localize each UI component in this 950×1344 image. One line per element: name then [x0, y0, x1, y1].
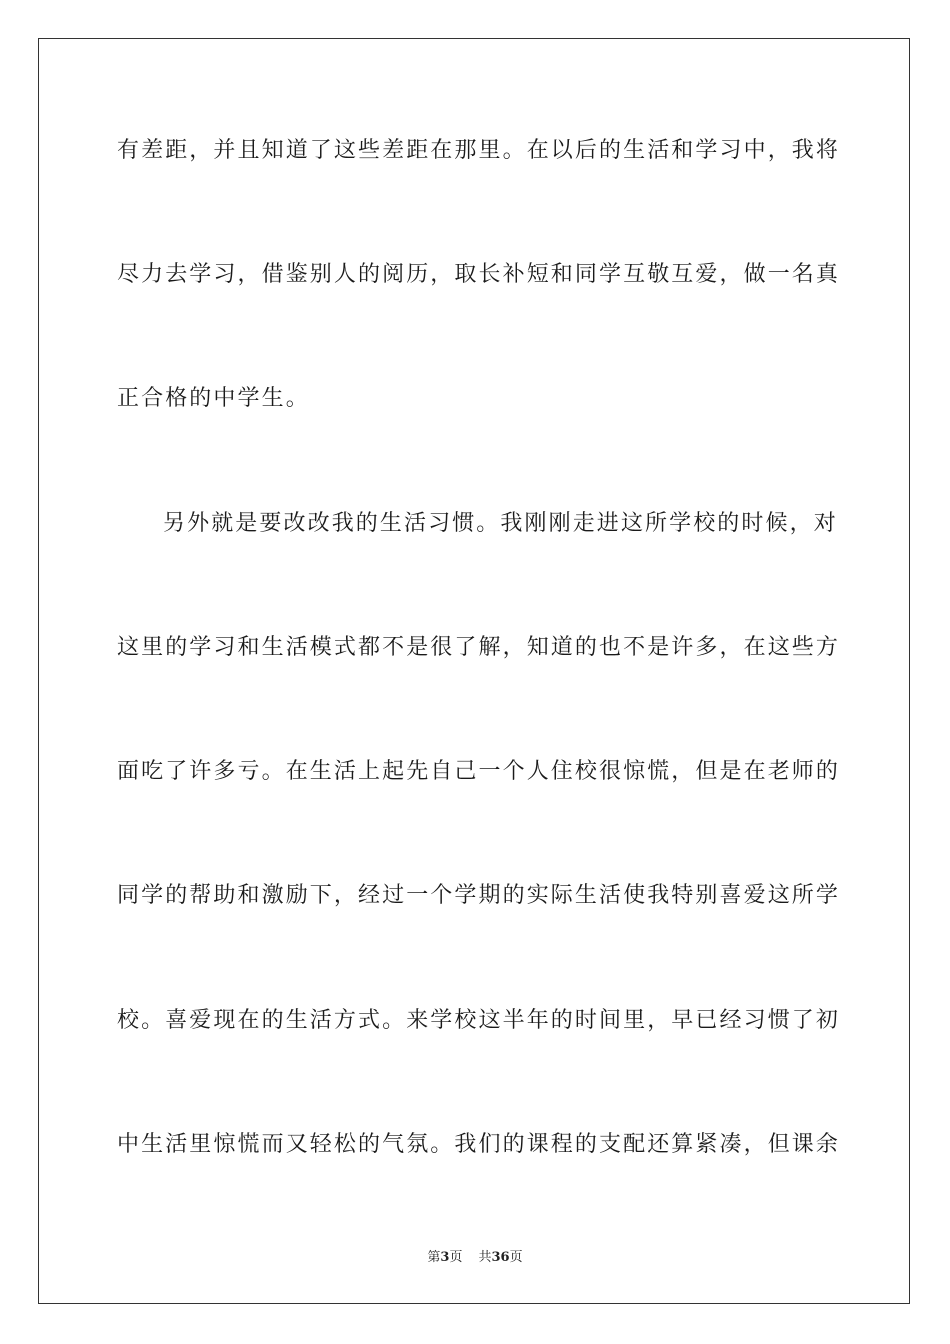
body-text-line-3: 正合格的中学生。	[117, 386, 310, 411]
total-pages: 36	[491, 1250, 510, 1265]
page-prefix: 第	[427, 1250, 441, 1265]
page-number: 3	[440, 1250, 450, 1265]
body-text-line-5: 这里的学习和生活模式都不是很了解，知道的也不是许多，在这些方	[117, 635, 841, 660]
body-text-line-2: 尽力去学习，借鉴别人的阅历，取长补短和同学互敬互爱，做一名真	[117, 262, 841, 287]
total-suffix: 页	[509, 1250, 523, 1265]
body-text-line-7: 同学的帮助和激励下，经过一个学期的实际生活使我特别喜爱这所学	[117, 883, 841, 908]
body-text-line-6: 面吃了许多亏。在生活上起先自己一个人住校很惊慌，但是在老师的	[117, 759, 841, 784]
body-text-line-9: 中生活里惊慌而又轻松的气氛。我们的课程的支配还算紧凑，但课余	[117, 1132, 841, 1157]
body-text-line-4: 另外就是要改改我的生活习惯。我刚刚走进这所学校的时候，对	[163, 511, 838, 536]
page-border	[38, 38, 910, 1304]
body-text-line-8: 校。喜爱现在的生活方式。来学校这半年的时间里，早已经习惯了初	[117, 1008, 841, 1033]
total-prefix: 共	[478, 1250, 492, 1265]
body-text-line-1: 有差距，并且知道了这些差距在那里。在以后的生活和学习中，我将	[117, 138, 841, 163]
page-suffix: 页	[449, 1250, 463, 1265]
page-footer	[0, 1250, 950, 1266]
